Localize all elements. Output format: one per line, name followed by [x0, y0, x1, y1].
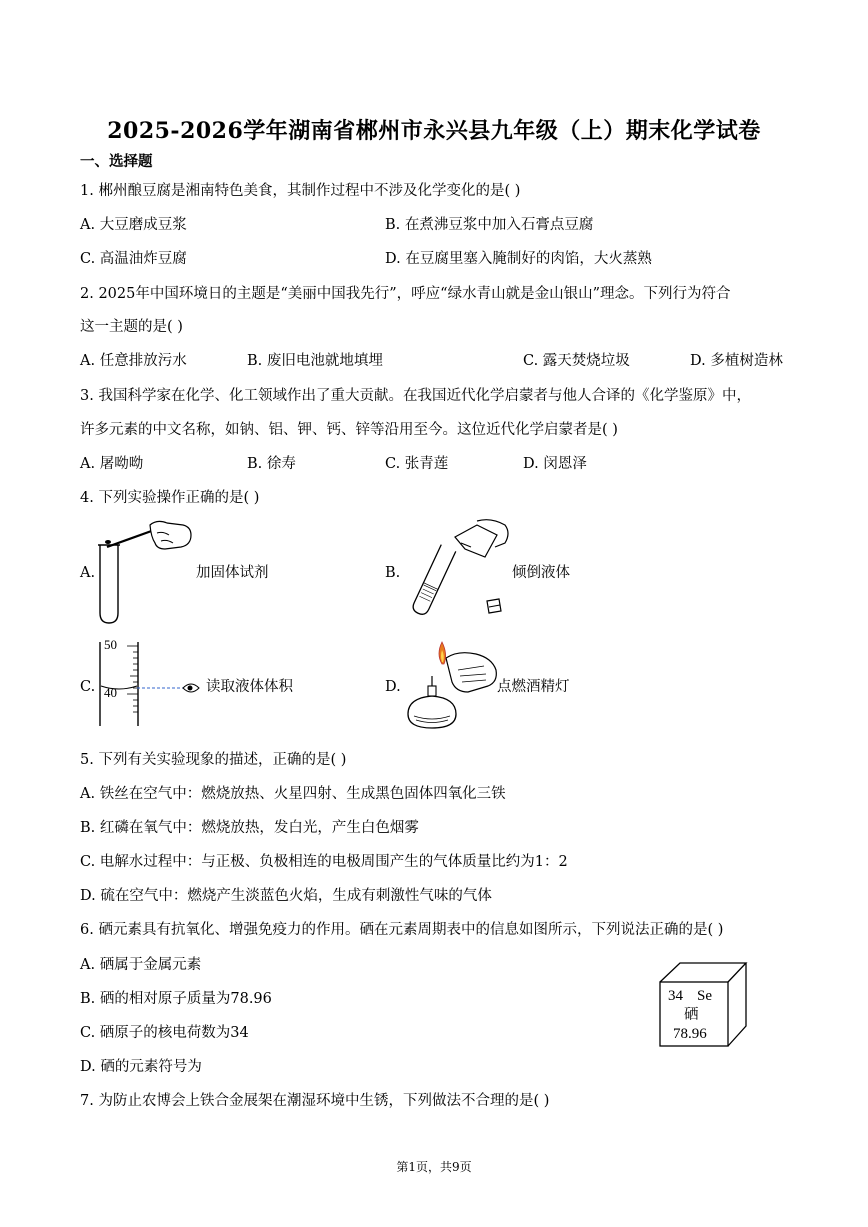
q5-option-a: A. 铁丝在空气中：燃烧放热、火星四射、生成黑色固体四氧化三铁: [80, 786, 506, 802]
element-mass: 78.96: [673, 1026, 707, 1042]
q3-option-b: B. 徐寿: [247, 456, 296, 472]
page-footer: 第1页，共9页: [396, 1160, 472, 1174]
cylinder-tick-40: 40: [104, 685, 117, 700]
q6-option-d: D. 硒的元素符号为: [80, 1059, 202, 1075]
element-name: 硒: [684, 1007, 699, 1023]
question-3-stem-line1: 3. 我国科学家在化学、化工领域作出了重大贡献。在我国近代化学启蒙者与他人合译的《化学鉴原》中，: [80, 388, 751, 404]
q2-option-a: A. 任意排放污水: [80, 353, 187, 369]
q6-option-a: A. 硒属于金属元素: [80, 957, 202, 973]
q4-option-c: C.: [80, 679, 96, 695]
alcohol-lamp-diagram: [400, 636, 500, 732]
q1-option-c: C. 高温油炸豆腐: [80, 251, 187, 267]
pour-liquid-diagram: [405, 517, 515, 622]
q3-option-c: C. 张青莲: [385, 456, 449, 472]
q2-option-b: B. 废旧电池就地填埋: [247, 353, 383, 369]
q4-caption-c: 读取液体体积: [206, 679, 293, 695]
q4-option-a: A.: [80, 565, 96, 581]
section-heading: 一、选择题: [80, 153, 153, 170]
element-atomic-number: 34: [668, 988, 683, 1004]
q4-caption-b: 倾倒液体: [512, 565, 570, 581]
q4-caption-a: 加固体试剂: [196, 565, 269, 581]
page-title: 2025-2026学年湖南省郴州市永兴县九年级（上）期末化学试卷: [107, 118, 761, 144]
q3-option-a: A. 屠呦呦: [80, 456, 144, 472]
cylinder-tick-50: 50: [104, 637, 117, 652]
q3-option-d: D. 闵恩泽: [523, 456, 587, 472]
question-3-stem-line2: 许多元素的中文名称，如钠、铝、钾、钙、锌等沿用至今。这位近代化学启蒙者是( ): [80, 422, 618, 438]
q4-option-d: D.: [385, 679, 401, 695]
q6-option-c: C. 硒原子的核电荷数为34: [80, 1025, 249, 1041]
q4-caption-d: 点燃酒精灯: [497, 679, 570, 695]
question-5-stem: 5. 下列有关实验现象的描述，正确的是( ): [80, 752, 347, 768]
element-symbol: Se: [697, 988, 712, 1004]
q1-option-d: D. 在豆腐里塞入腌制好的肉馅，大火蒸熟: [385, 251, 652, 267]
q6-option-b: B. 硒的相对原子质量为78.96: [80, 991, 272, 1007]
question-7-stem: 7. 为防止农博会上铁合金展架在潮湿环境中生锈，下列做法不合理的是( ): [80, 1093, 550, 1109]
q2-option-d: D. 多植树造林: [690, 353, 783, 369]
q4-option-b: B.: [385, 565, 401, 581]
q2-option-c: C. 露天焚烧垃圾: [523, 353, 630, 369]
q1-option-a: A. 大豆磨成豆浆: [80, 217, 187, 233]
q1-option-b: B. 在煮沸豆浆中加入石膏点豆腐: [385, 217, 594, 233]
question-6-stem: 6. 硒元素具有抗氧化、增强免疫力的作用。硒在元素周期表中的信息如图所示，下列说法正确的是( ): [80, 922, 724, 938]
q5-option-b: B. 红磷在氧气中：燃烧放热，发白光，产生白色烟雾: [80, 820, 419, 836]
q5-option-d: D. 硫在空气中：燃烧产生淡蓝色火焰，生成有刺激性气味的气体: [80, 888, 492, 904]
question-4-stem: 4. 下列实验操作正确的是( ): [80, 490, 260, 506]
question-1-stem: 1. 郴州酿豆腐是湘南特色美食，其制作过程中不涉及化学变化的是( ): [80, 183, 521, 199]
question-2-stem-line2: 这一主题的是( ): [80, 319, 183, 335]
question-2-stem-line1: 2. 2025年中国环境日的主题是“美丽中国我先行”，呼应“绿水青山就是金山银山”理念。下列行为符合: [80, 286, 731, 302]
solid-addition-diagram: [95, 515, 195, 625]
q5-option-c: C. 电解水过程中：与正极、负极相连的电极周围产生的气体质量比约为1：2: [80, 854, 568, 870]
